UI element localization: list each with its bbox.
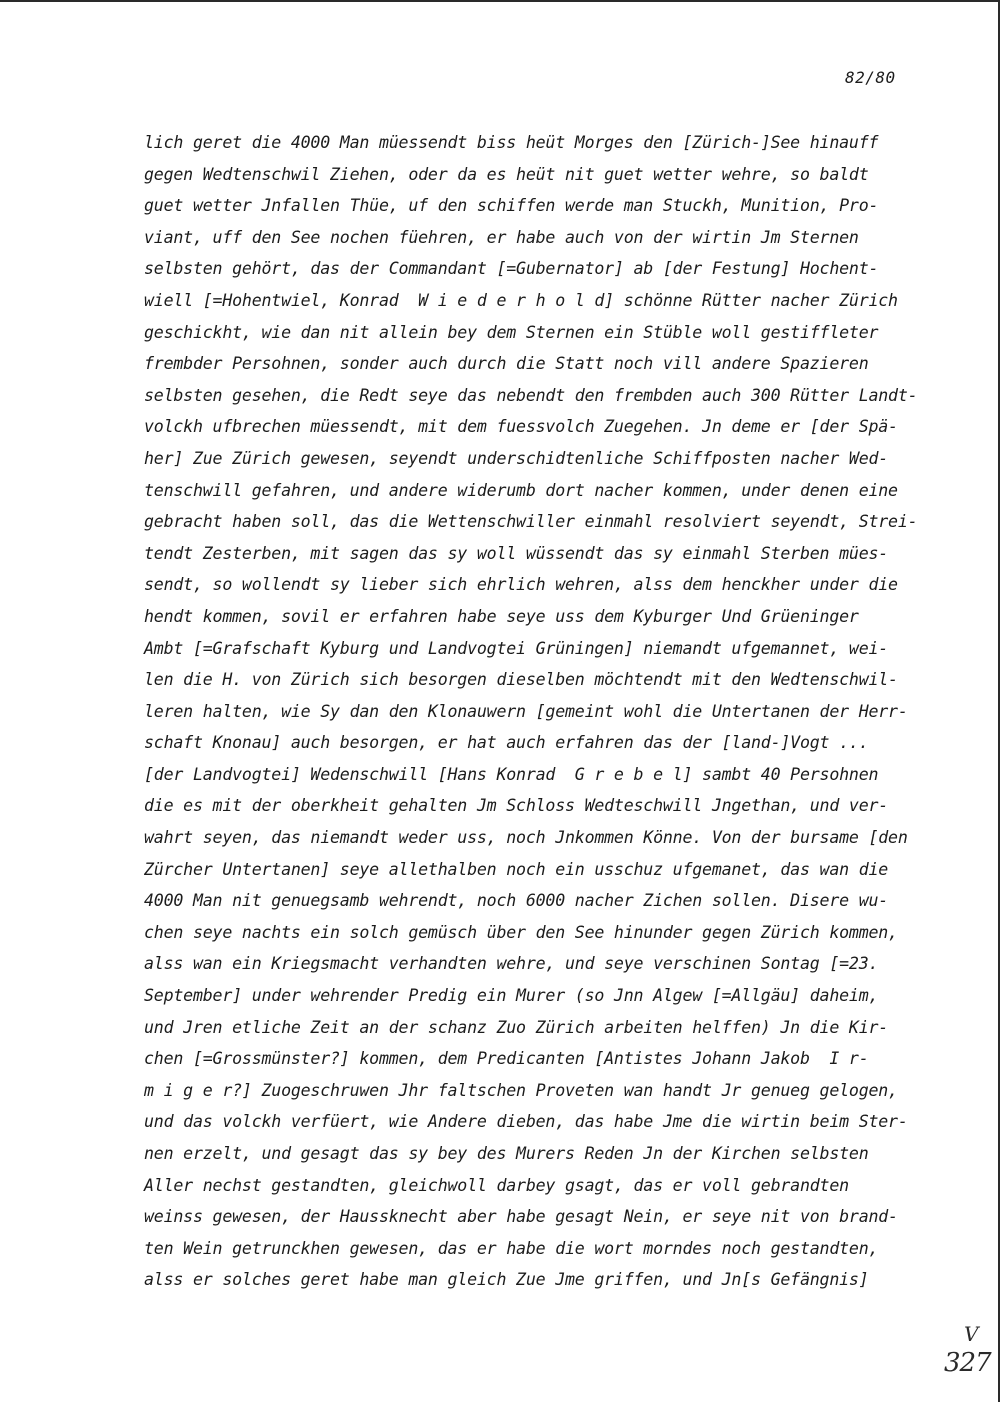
text-line: sendt, so wollendt sy lieber sich ehrlich wehren, alss dem henckher under die bbox=[144, 575, 898, 595]
text-line: alss er solches geret habe man gleich Zue Jme griffen, und Jn[s Gefängnis] bbox=[144, 1270, 869, 1290]
text-line: [der Landvogtei] Wedenschwill [Hans Konrad G r e b e l] sambt 40 Persohnen bbox=[144, 764, 879, 784]
scan-edge-top bbox=[0, 0, 1000, 2]
text-line: gegen Wedtenschwil Ziehen, oder da es heüt nit guet wetter wehre, so baldt bbox=[144, 164, 869, 184]
text-line: tendt Zesterben, mit sagen das sy woll wüssendt das sy einmahl Sterben mües- bbox=[144, 543, 889, 563]
text-line: len die H. von Zürich sich besorgen dieselben möchtendt mit den Wedtenschwil- bbox=[144, 670, 898, 690]
text-line: chen seye nachts ein solch gemüsch über den See hinunder gegen Zürich kommen, bbox=[144, 922, 898, 942]
text-line: frembder Persohnen, sonder auch durch die Statt noch vill andere Spazieren bbox=[144, 354, 869, 374]
text-line: guet wetter Jnfallen Thüe, uf den schiffen werde man Stuckh, Munition, Pro- bbox=[144, 196, 879, 216]
text-line: hendt kommen, sovil er erfahren habe seye uss dem Kyburger Und Grüeninger bbox=[144, 606, 859, 626]
archive-mark-top: V bbox=[964, 1322, 979, 1346]
text-line: nen erzelt, und gesagt das sy bey des Murers Reden Jn der Kirchen selbsten bbox=[144, 1144, 869, 1163]
text-line: wahrt seyen, das niemandt weder uss, noch Jnkommen Könne. Von der bursame [den bbox=[144, 828, 908, 848]
text-line: September] under wehrender Predig ein Murer (so Jnn Algew [=Allgäu] daheim, bbox=[144, 986, 879, 1006]
text-line: Ambt [=Grafschaft Kyburg und Landvogtei Grüningen] niemandt ufgemannet, wei- bbox=[144, 638, 889, 658]
text-line: m i g e r?] Zuogeschruwen Jhr faltschen Proveten wan handt Jr genueg gelogen, bbox=[144, 1080, 898, 1100]
archive-mark-number: 327 bbox=[944, 1348, 991, 1378]
text-line: 4000 Man nit genuegsamb wehrendt, noch 6000 nacher Zichen sollen. Disere wu- bbox=[144, 891, 889, 911]
text-line: volckh ufbrechen müessendt, mit dem fuessvolch Zuegehen. Jn deme er [der Spä- bbox=[144, 417, 898, 437]
text-line: gebracht haben soll, das die Wettenschwiller einmahl resolviert seyendt, Strei- bbox=[144, 512, 918, 532]
text-line: viant, uff den See nochen füehren, er habe auch von der wirtin Jm Sternen bbox=[144, 227, 859, 247]
text-line: geschickht, wie dan nit allein bey dem Sternen ein Stüble woll gestiffleter bbox=[144, 322, 879, 342]
text-line: weinss gewesen, der Haussknecht aber habe gesagt Nein, er seye nit von brand- bbox=[144, 1207, 898, 1227]
text-line: leren halten, wie Sy dan den Klonauwern [gemeint wohl die Untertanen der Herr- bbox=[144, 701, 908, 721]
text-line: Zürcher Untertanen] seye allethalben noch ein usschuz ufgemanet, das wan die bbox=[144, 859, 889, 879]
text-line: wiell [=Hohentwiel, Konrad W i e d e r h o l d] schönne Rütter nacher Zürich bbox=[144, 290, 898, 310]
text-line: Aller nechst gestandten, gleichwoll darbey gsagt, das er voll gebrandten bbox=[144, 1175, 849, 1195]
text-line: die es mit der oberkheit gehalten Jm Schloss Wedteschwill Jngethan, und ver- bbox=[144, 796, 889, 816]
text-line: selbsten gesehen, die Redt seye das nebendt den frembden auch 300 Rütter Landt- bbox=[144, 385, 918, 405]
text-line: lich geret die 4000 Man müessendt biss heüt Morges den [Zürich-]See hinauff bbox=[144, 133, 879, 152]
text-line: her] Zue Zürich gewesen, seyendt underschidtenliche Schiffposten nacher Wed- bbox=[144, 448, 889, 468]
text-line: schaft Knonau] auch besorgen, er hat auch erfahren das der [land-]Vogt ... bbox=[144, 733, 869, 753]
page-number: 82/80 bbox=[845, 68, 896, 87]
text-line: tenschwill gefahren, und andere widerumb dort nacher kommen, under denen eine bbox=[144, 480, 898, 500]
text-line: und das volckh verfüert, wie Andere dieben, das habe Jme die wirtin beim Ster- bbox=[144, 1112, 908, 1132]
text-line: selbsten gehört, das der Commandant [=Gubernator] ab [der Festung] Hochent- bbox=[144, 259, 879, 279]
text-line: und Jren etliche Zeit an der schanz Zuo Zürich arbeiten helffen) Jn die Kir- bbox=[144, 1017, 889, 1037]
text-line: alss wan ein Kriegsmacht verhandten wehre, und seye verschinen Sontag [=23. bbox=[144, 954, 879, 974]
body-text bbox=[144, 127, 944, 1296]
text-line: ten Wein getrunckhen gewesen, das er habe die wort morndes noch gestandten, bbox=[144, 1238, 879, 1258]
text-line: chen [=Grossmünster?] kommen, dem Predicanten [Antistes Johann Jakob I r- bbox=[144, 1049, 869, 1069]
archive-mark bbox=[944, 1322, 994, 1392]
